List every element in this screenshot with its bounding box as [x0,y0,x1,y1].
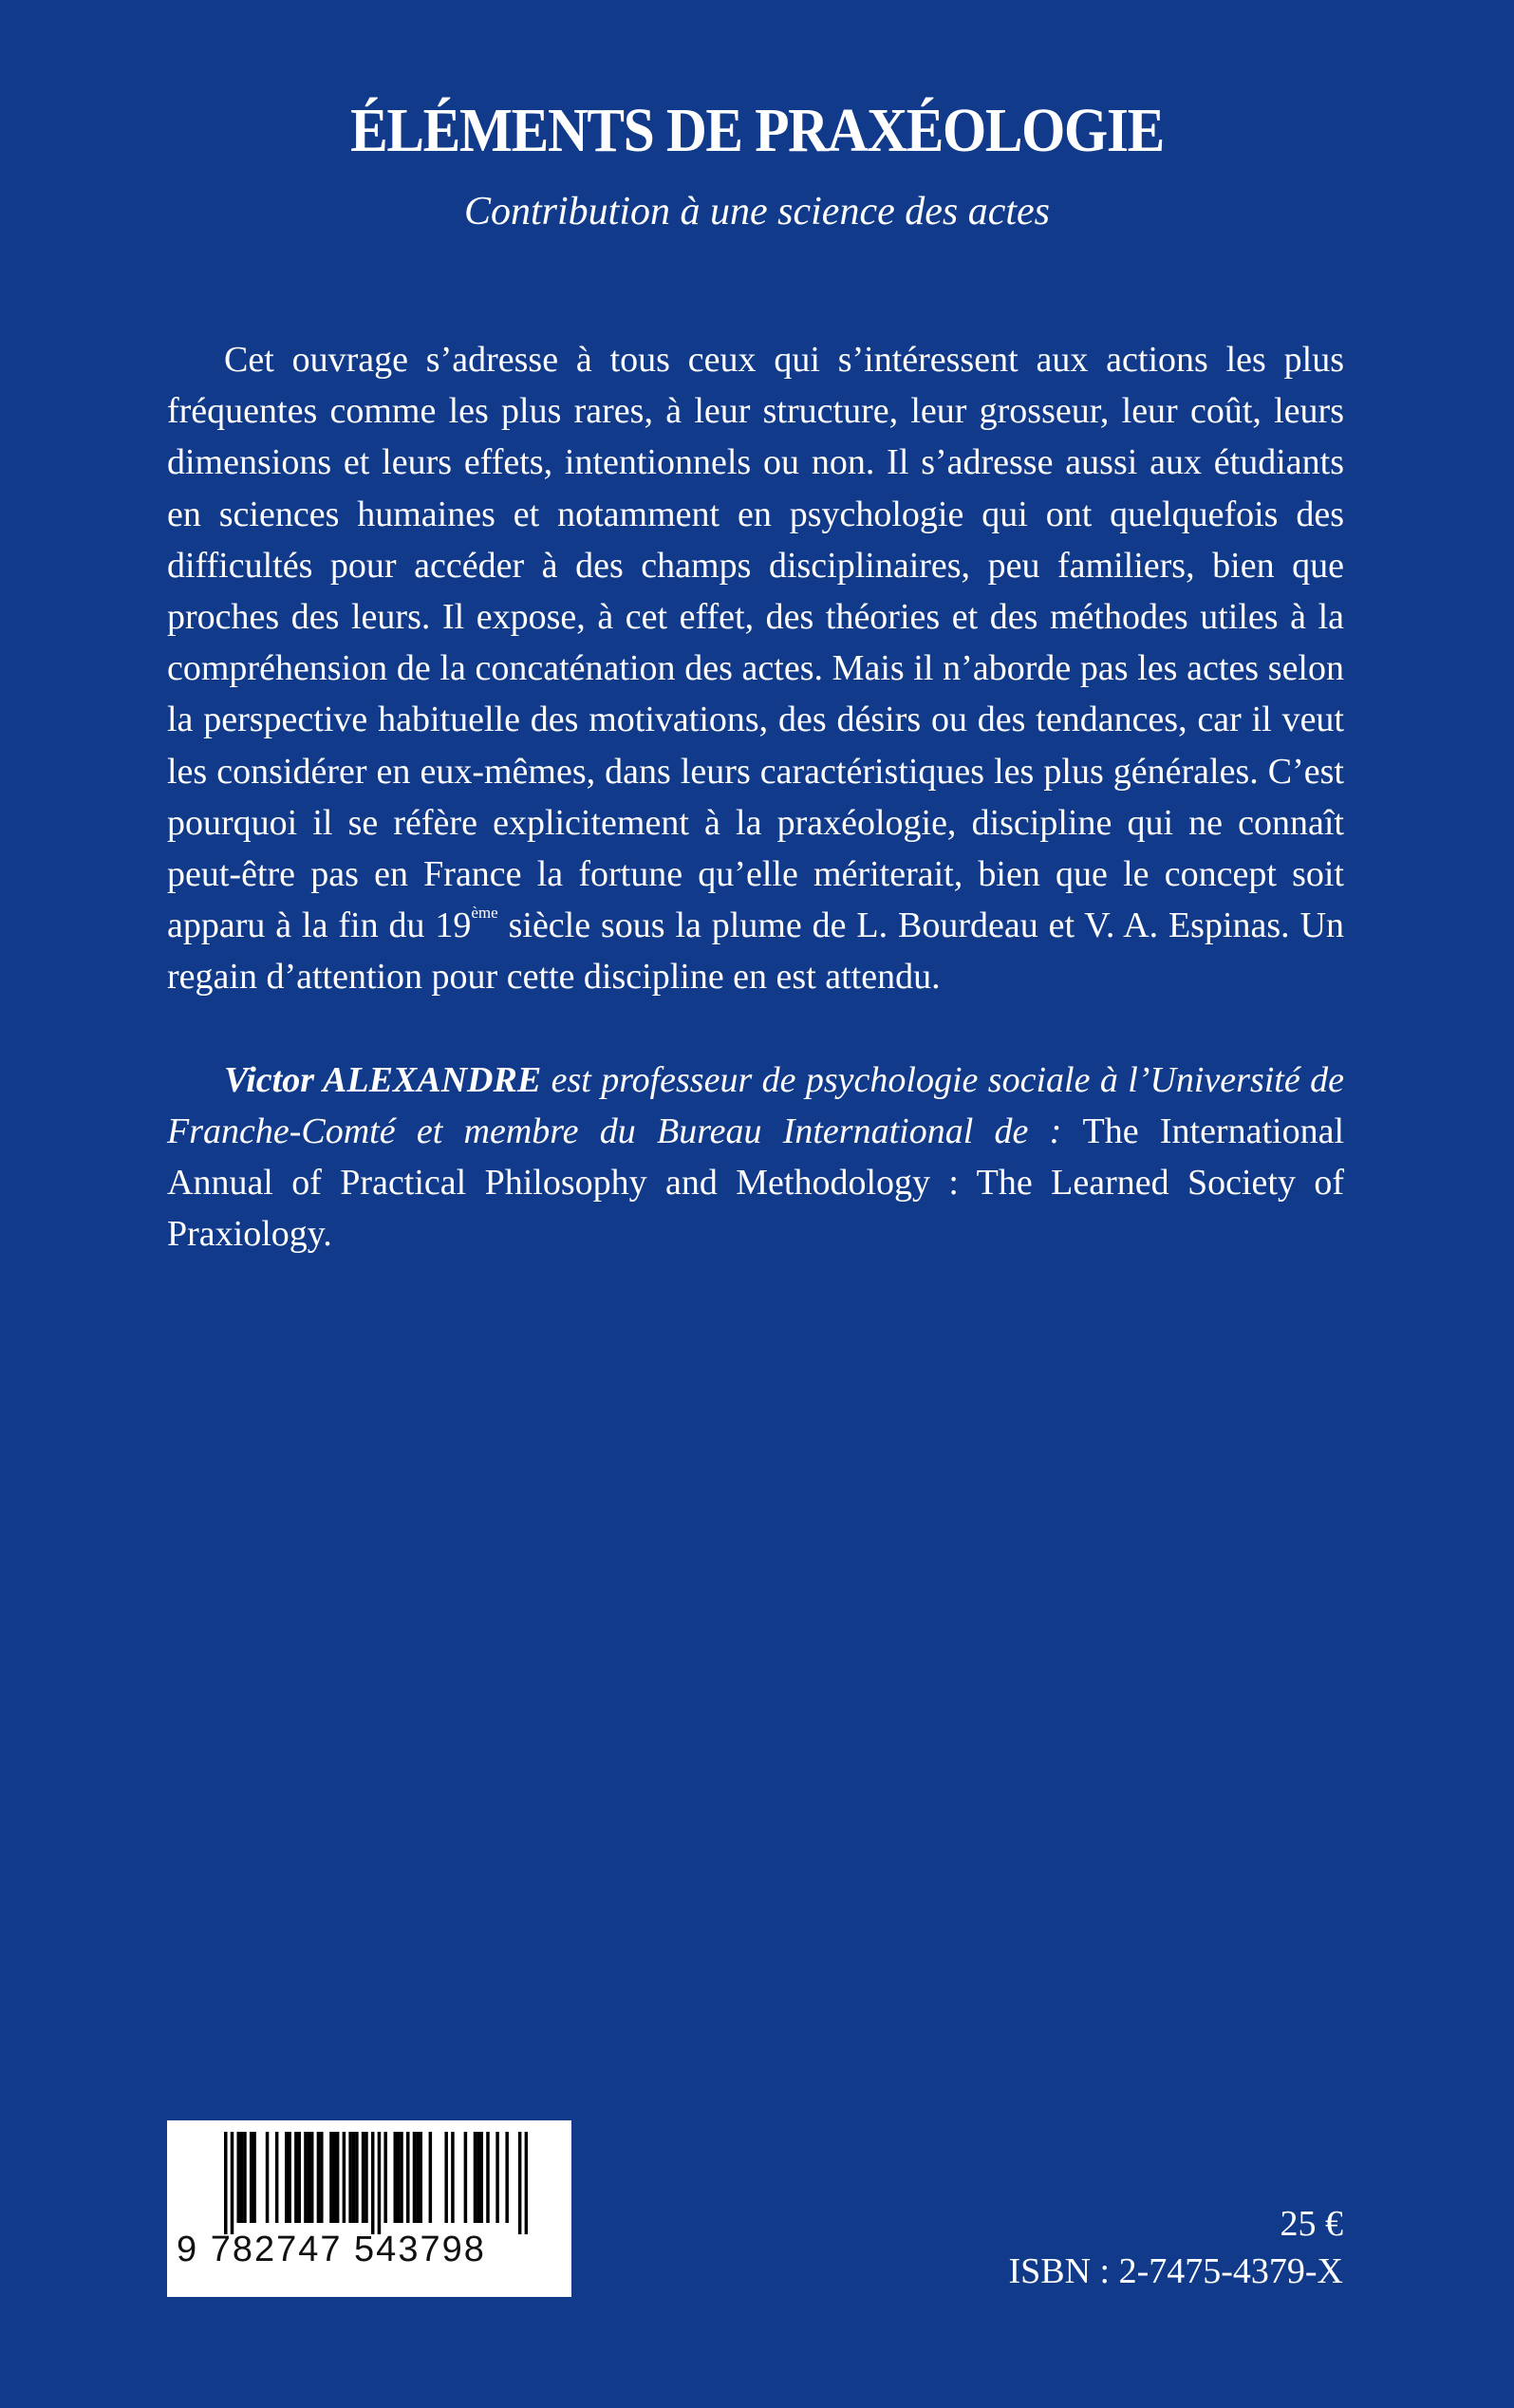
description-text-start: Cet ouvrage s’adresse à tous ceux qui s’intéressent aux actions les plus fréquentes comme les plus rares, à leur structure, leur grosseur, leur coût, leurs dimensions et leurs effets, intentionnels ou non. Il s’adresse aussi aux étudiants en sciences humaines et notamment en psychologie qui ont quelquefois des difficultés pour accéder à des champs disciplinaires, peu familiers, bien que proches des leurs. Il expose, à cet effet, des théories et des méthodes utiles à la compréhension de la concaténation des actes. Mais il n’aborde pas les actes selon la perspective habituelle des motivations, des désirs ou des tendances, car il veut les considérer en eux-mêmes, dans leurs caractéristiques les plus générales. C’est pourquoi il se réfère explicitement à la praxéologie, discipline qui ne connaît peut-être pas en France la fortune qu’elle mériterait, bien que le concept soit apparu à la fin du 19 [167,340,1344,946]
barcode-bar [495,2132,499,2223]
barcode-bar [505,2132,509,2223]
barcode-bar [355,2132,359,2223]
barcode-bar [275,2132,279,2223]
barcode-bar [416,2132,420,2223]
barcode-bar [383,2132,387,2223]
barcode-bar [474,2132,477,2223]
barcode-bar [444,2132,448,2223]
barcode-bar [266,2132,270,2223]
isbn: ISBN : 2-7475-4379-X [1008,2251,1343,2291]
barcode-bar [364,2132,368,2223]
barcode-bar [362,2132,365,2223]
barcode-bar [308,2132,311,2223]
barcode-bar [479,2132,483,2223]
barcode-bar [413,2132,417,2223]
price: 25 € [1280,2204,1343,2244]
barcode-bar [525,2132,528,2234]
ordinal-superscript: ème [471,904,498,923]
barcode-bar [252,2132,256,2223]
barcode-bar [236,2132,240,2223]
barcode-bar [371,2132,375,2234]
barcode-bar [243,2132,247,2223]
barcode-bar [518,2132,522,2234]
book-title: ÉLÉMENTS DE PRAXÉOLOGIE [350,96,1164,165]
book-subtitle: Contribution à une science des actes [463,190,1051,233]
barcode-bar [304,2132,308,2223]
description-paragraph [167,334,1344,1003]
barcode-bar [329,2132,333,2223]
barcode-bar [451,2132,455,2223]
barcode-bar [297,2132,301,2223]
author-name: Victor ALEXANDRE [224,1059,542,1100]
barcode-bar [394,2132,398,2223]
barcode-bar [352,2132,356,2223]
description-text-end: siècle sous la plume de L. Bourdeau et V. A. Espinas. Un regain d’attention pour cette discipline en est attendu. [167,905,1345,998]
barcode-bar [406,2132,410,2223]
barcode-bar [464,2132,468,2223]
barcode-bar [397,2132,401,2223]
barcode-bar [348,2132,352,2223]
barcode-bars [224,2132,528,2234]
barcode-bar [285,2132,289,2223]
author-bio-plain: The International Annual of Practical Philosophy and Methodology : The Learned Society of Praxiology. [167,1111,1344,1255]
barcode-bar [400,2132,403,2223]
barcode-bar [419,2132,422,2223]
barcode-bar [288,2132,291,2223]
barcode-bar [294,2132,298,2223]
author-bio-paragraph [167,1055,1344,1260]
barcode-bar [317,2132,321,2223]
author-bio-italic: est professeur de psychologie sociale à l’Université de Franche-Comté et membre du Bureau International de : [167,1059,1344,1151]
barcode-bar [429,2132,433,2223]
barcode-bar [250,2132,253,2223]
barcode-digits: 9 782747 543798 [177,2230,486,2269]
barcode-bar [336,2132,340,2223]
barcode-bar [477,2132,480,2223]
barcode [167,2120,571,2297]
barcode-bar [320,2132,324,2223]
barcode-bar [240,2132,244,2223]
barcode-bar [333,2132,337,2223]
barcode-bar [310,2132,314,2223]
barcode-bar [378,2132,382,2234]
back-cover-text [167,334,1344,1260]
barcode-bar [224,2132,228,2234]
barcode-bar [343,2132,346,2223]
barcode-bar [231,2132,234,2234]
barcode-bar [486,2132,490,2223]
